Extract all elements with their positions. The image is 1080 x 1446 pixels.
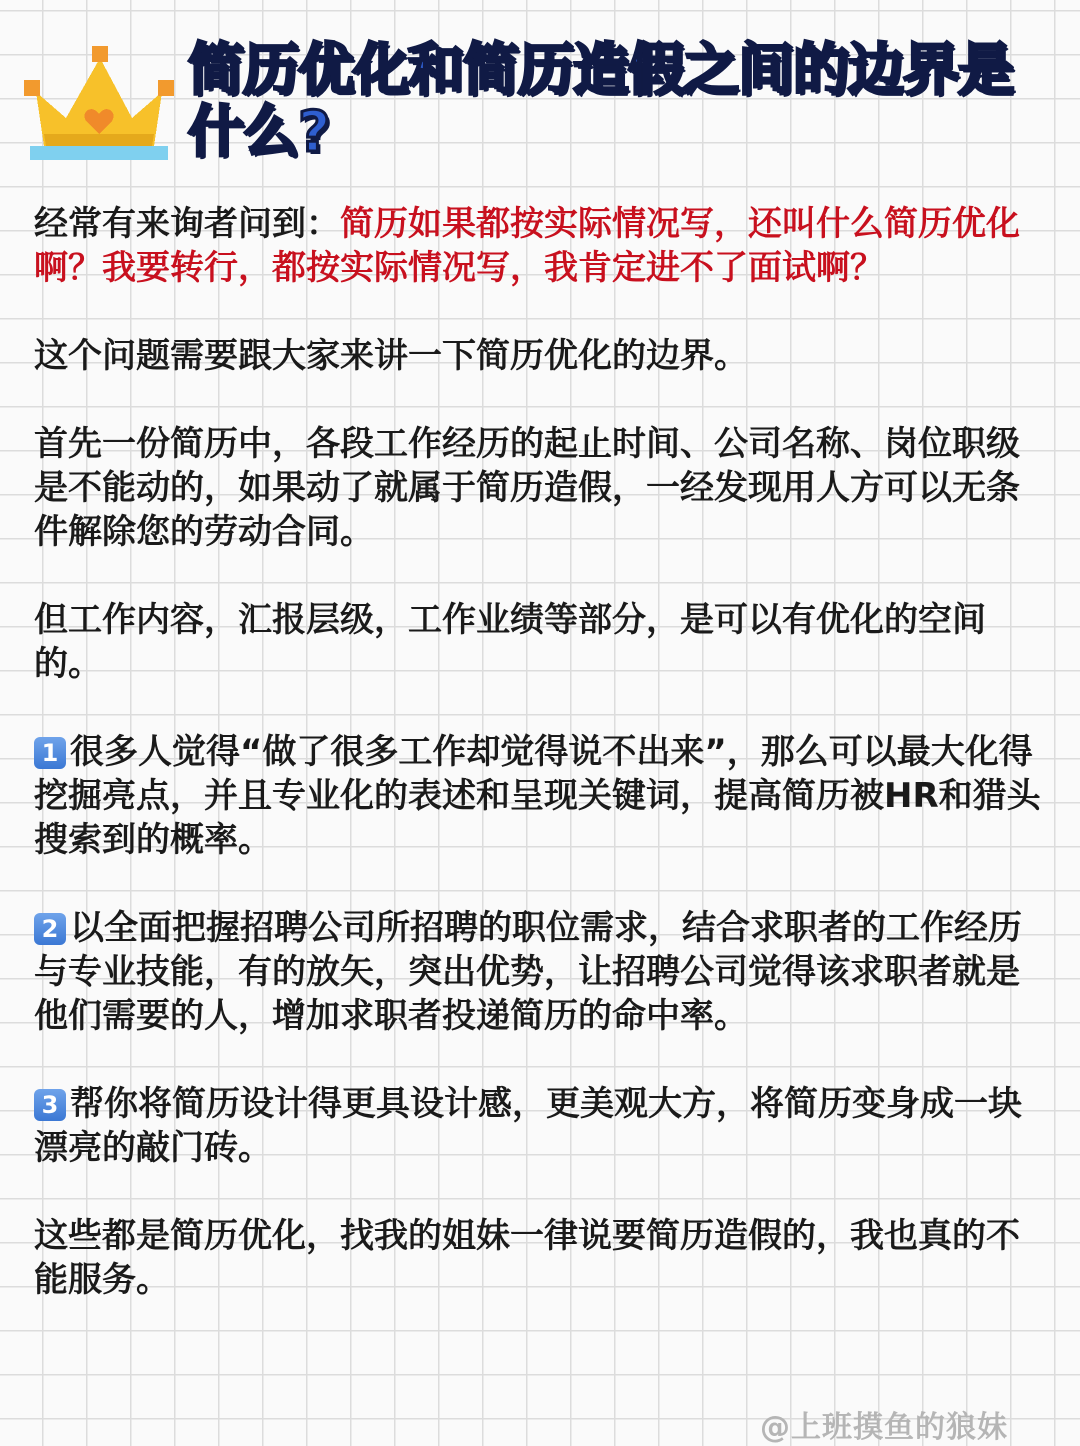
- paragraph-optimizable: 但工作内容，汇报层级，工作业绩等部分，是可以有优化的空间的。: [34, 600, 986, 684]
- number-2-icon: 2: [34, 913, 66, 945]
- point-3: [34, 1082, 1046, 1170]
- intro-prefix: 经常有来询者问到：: [34, 204, 340, 244]
- crown-icon: [14, 38, 184, 168]
- point-3-text: 帮你将简历设计得更具设计感，更美观大方，将简历变身成一块漂亮的敲门砖。: [34, 1084, 1022, 1168]
- number-3-icon: 3: [34, 1089, 66, 1121]
- point-1: [34, 730, 1046, 862]
- point-1-text: 很多人觉得“做了很多工作却觉得说不出来”，那么可以最大化得挖掘亮点，并且专业化的表述和呈现关键词，提高简历被HR和猎头搜索到的概率。: [34, 732, 1041, 860]
- paragraph-boundary: 这个问题需要跟大家来讲一下简历优化的边界。: [34, 336, 748, 376]
- point-2: [34, 906, 1046, 1038]
- article-body: [34, 202, 1046, 1346]
- author-watermark: @上班摸鱼的狼妹: [760, 1410, 1008, 1445]
- page-title: 简历优化和简历造假之间的边界是什么?: [188, 38, 1013, 165]
- number-1-icon: 1: [34, 737, 66, 769]
- paragraph-fixed-fields: 首先一份简历中，各段工作经历的起止时间、公司名称、岗位职级是不能动的，如果动了就属于简历造假，一经发现用人方可以无条件解除您的劳动合同。: [34, 424, 1020, 552]
- intro-highlight: 简历如果都按实际情况写，还叫什么简历优化啊？我要转行，都按实际情况写，我肯定进不了面试啊？: [34, 204, 1020, 288]
- point-2-text: 以全面把握招聘公司所招聘的职位需求，结合求职者的工作经历与专业技能，有的放矢，突出优势，让招聘公司觉得该求职者就是他们需要的人，增加求职者投递简历的命中率。: [34, 908, 1022, 1036]
- paragraph-conclusion: 这些都是简历优化，找我的姐妹一律说要简历造假的，我也真的不能服务。: [34, 1216, 1020, 1300]
- intro-paragraph: [34, 202, 1046, 290]
